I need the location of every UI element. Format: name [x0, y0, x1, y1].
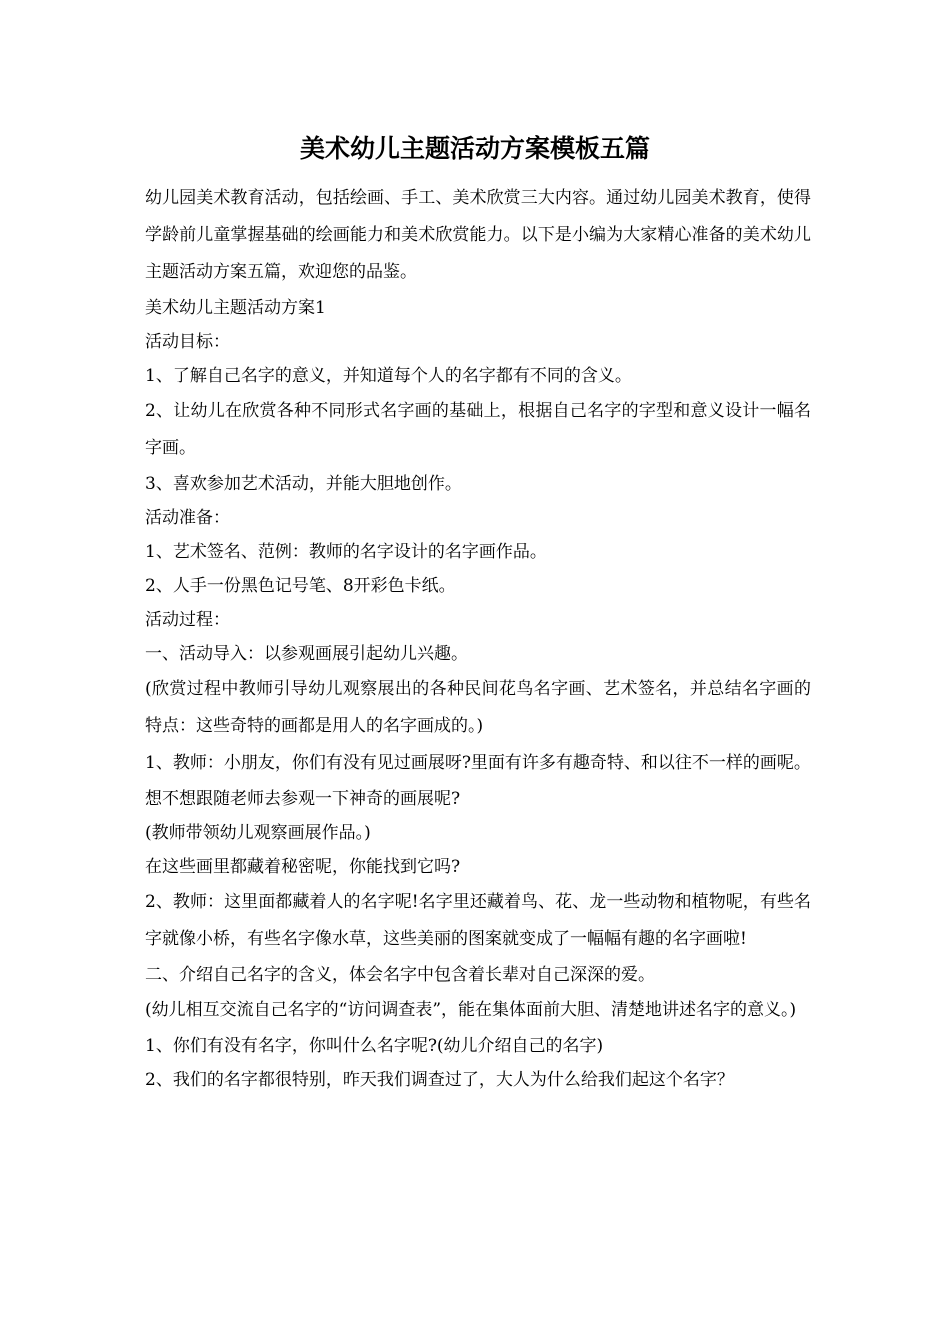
process-line: 在这些画里都藏着秘密呢，你能找到它吗? — [145, 857, 461, 877]
process-item: 1、你们有没有名字，你叫什么名字呢?(幼儿介绍自己的名字) — [145, 1036, 604, 1056]
goal-item: 2、让幼儿在欣赏各种不同形式名字画的基础上，根据自己名字的字型和意义设计一幅名字画。 — [145, 401, 811, 458]
process-note: (教师带领幼儿观察画展作品。) — [145, 823, 371, 843]
section-heading: 美术幼儿主题活动方案1 — [145, 298, 326, 318]
process-step: 二、介绍自己名字的含义，体会名字中包含着长辈对自己深深的爱。 — [145, 965, 655, 985]
process-step: 一、活动导入：以参观画展引起幼儿兴趣。 — [145, 644, 468, 664]
process-item: 2、我们的名字都很特别，昨天我们调查过了，大人为什么给我们起这个名字？ — [145, 1070, 734, 1090]
process-line: 想不想跟随老师去参观一下神奇的画展呢? — [145, 789, 461, 809]
intro-paragraph: 幼儿园美术教育活动，包括绘画、手工、美术欣赏三大内容。通过幼儿园美术教育，使得学龄前儿童掌握基础的绘画能力和美术欣赏能力。以下是小编为大家精心准备的美术幼儿主题活动方案五篇，欢迎您的品鉴。 — [145, 188, 811, 282]
preparation-item: 2、人手一份黑色记号笔、8开彩色卡纸。 — [145, 576, 456, 596]
process-note: (幼儿相互交流自己名字的“访问调查表”，能在集体面前大胆、清楚地讲述名字的意义。) — [145, 1000, 797, 1020]
activity-process-heading: 活动过程： — [145, 610, 230, 630]
document-body — [145, 180, 811, 1097]
activity-goals-heading: 活动目标： — [145, 332, 230, 352]
goal-item: 3、喜欢参加艺术活动，并能大胆地创作。 — [145, 474, 462, 494]
process-note: (欣赏过程中教师引导幼儿观察展出的各种民间花鸟名字画、艺术签名，并总结名字画的特点：这些奇特的画都是用人的名字画成的。) — [145, 679, 811, 736]
activity-preparation-heading: 活动准备： — [145, 508, 230, 528]
preparation-item: 1、艺术签名、范例：教师的名字设计的名字画作品。 — [145, 542, 547, 562]
process-item: 2、教师：这里面都藏着人的名字呢!名字里还藏着鸟、花、龙一些动物和植物呢，有些名字就像小桥，有些名字像水草，这些美丽的图案就变成了一幅幅有趣的名字画啦! — [145, 892, 811, 949]
process-item: 1、教师：小朋友，你们有没有见过画展呀?里面有许多有趣奇特、和以往不一样的画呢。 — [145, 753, 811, 773]
document-title: 美术幼儿主题活动方案模板五篇 — [299, 134, 650, 163]
goal-item: 1、了解自己名字的意义，并知道每个人的名字都有不同的含义。 — [145, 366, 632, 386]
